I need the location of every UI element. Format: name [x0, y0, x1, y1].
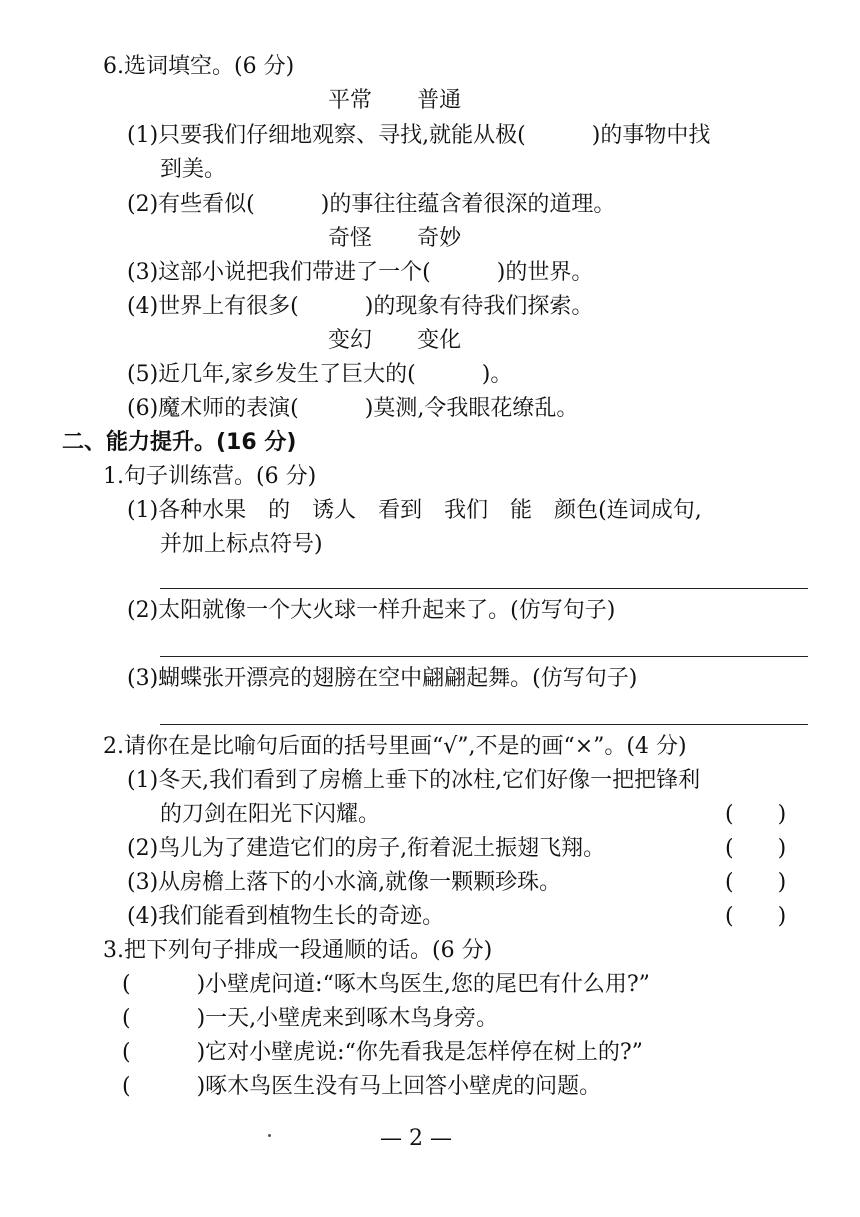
answer-line[interactable]: [160, 656, 808, 657]
q6-item-1-cont: 到美。: [160, 157, 227, 182]
q6-item-4: (4)世界上有很多( )的现象有待我们探索。: [127, 294, 594, 319]
answer-line[interactable]: [160, 724, 808, 725]
s2-q3-item-2: ( )一天,小壁虎来到啄木鸟身旁。: [122, 1006, 499, 1031]
q6-item-5: (5)近几年,家乡发生了巨大的( )。: [127, 362, 513, 387]
s2-q2-item-1: (1)冬天,我们看到了房檐上垂下的冰柱,它们好像一把把锋利: [127, 768, 701, 793]
page-number: — 2 —: [380, 1126, 452, 1151]
s2-q2-item-2: (2)鸟儿为了建造它们的房子,衔着泥土振翅飞翔。: [127, 836, 606, 861]
answer-line[interactable]: [160, 588, 808, 589]
s2-q3-item-4: ( )啄木鸟医生没有马上回答小壁虎的问题。: [122, 1074, 602, 1099]
word-bank-1: [328, 86, 461, 116]
q6-item-3: (3)这部小说把我们带进了一个( )的世界。: [127, 260, 594, 285]
q6-item-1: (1)只要我们仔细地观察、寻找,就能从极( )的事物中找: [127, 123, 711, 148]
q6-item-6: (6)魔术师的表演( )莫测,令我眼花缭乱。: [127, 396, 579, 421]
s2-q3-item-3: ( )它对小壁虎说:“你先看我是怎样停在树上的?”: [122, 1040, 643, 1065]
word-bank-word: 平常: [328, 88, 373, 113]
section-2-title: 二、能力提升。(16 分): [62, 430, 297, 455]
s2-q2-item-4: (4)我们能看到植物生长的奇迹。: [127, 904, 445, 929]
s2-q1-item-1-cont: 并加上标点符号): [160, 532, 323, 557]
word-bank-word: 普通: [417, 88, 462, 113]
word-bank-word: 奇怪: [328, 226, 373, 251]
s2-q1-item-1: (1)各种水果 的 诱人 看到 我们 能 颜色(连词成句,: [127, 498, 702, 523]
word-bank-2: [328, 224, 461, 254]
s2-q1-item-3: (3)蝴蝶张开漂亮的翅膀在空中翩翩起舞。(仿写句子): [127, 666, 638, 691]
word-bank-word: 奇妙: [417, 226, 462, 251]
s2-q1-item-2: (2)太阳就像一个大火球一样升起来了。(仿写句子): [127, 598, 616, 623]
q6-item-2: (2)有些看似( )的事往往蕴含着很深的道理。: [127, 192, 616, 217]
s2-q1-title: 1.句子训练营。(6 分): [103, 464, 317, 489]
answer-bracket[interactable]: ( ): [725, 904, 787, 929]
s2-q2-item-1-cont: 的刀剑在阳光下闪耀。: [160, 802, 381, 827]
word-bank-word: 变化: [417, 328, 462, 353]
word-bank-word: 变幻: [328, 328, 373, 353]
word-bank-3: [328, 326, 461, 356]
q6-title: 6.选词填空。(6 分): [103, 54, 295, 79]
s2-q3-item-1: ( )小壁虎问道:“啄木鸟医生,您的尾巴有什么用?”: [122, 972, 650, 997]
s2-q3-title: 3.把下列句子排成一段通顺的话。(6 分): [103, 938, 493, 963]
scan-speck: [268, 1134, 271, 1137]
answer-bracket[interactable]: ( ): [725, 802, 787, 827]
s2-q2-item-3: (3)从房檐上落下的小水滴,就像一颗颗珍珠。: [127, 870, 562, 895]
answer-bracket[interactable]: ( ): [725, 836, 787, 861]
s2-q2-title: 2.请你在是比喻句后面的括号里画“√”,不是的画“×”。(4 分): [103, 734, 687, 759]
answer-bracket[interactable]: ( ): [725, 870, 787, 895]
